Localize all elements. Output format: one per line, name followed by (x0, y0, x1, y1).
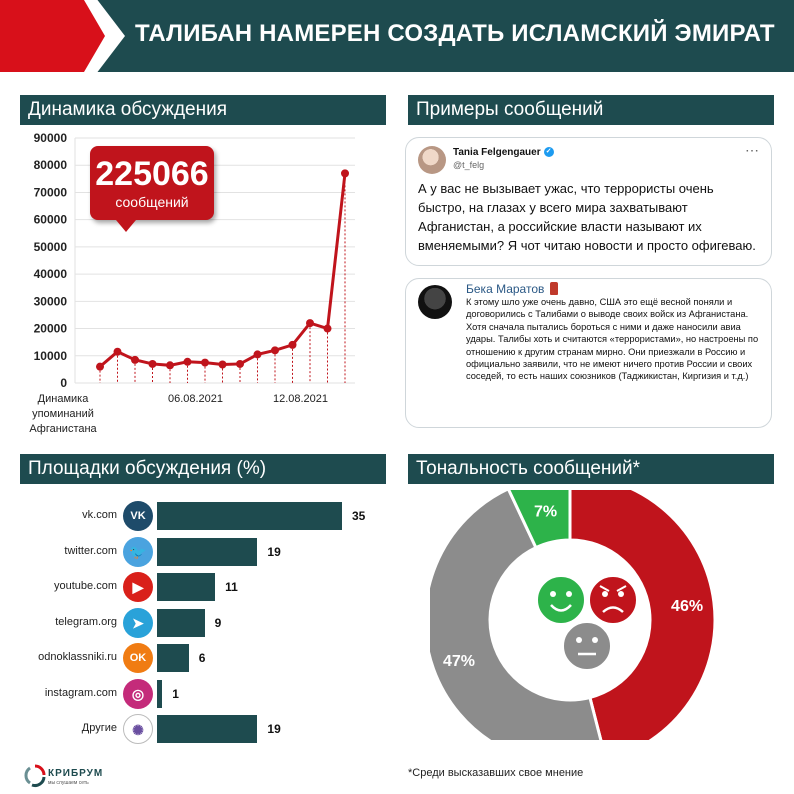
section-examples: Примеры сообщений (408, 95, 774, 125)
platform-row (0, 642, 400, 674)
header-red-chevron (0, 0, 105, 72)
section-dynamics: Динамика обсуждения (20, 95, 386, 125)
y-tick-label: 0 (60, 376, 67, 390)
vk-post-card[interactable] (405, 278, 772, 428)
platform-value: 11 (225, 580, 238, 594)
y-tick-label: 20000 (33, 321, 67, 336)
data-point (184, 358, 192, 366)
platform-value: 19 (267, 544, 281, 559)
twitter-icon: 🐦 (123, 537, 153, 567)
platform-row (0, 678, 400, 710)
data-point (201, 359, 209, 367)
data-point (289, 341, 297, 349)
data-point (271, 346, 279, 354)
footer-logo-subtitle: мы слушаем сеть (48, 780, 89, 786)
slice-label: 7% (534, 503, 558, 521)
x-tick-label: 06.08.2021 (167, 393, 224, 405)
telegram-icon: ➤ (123, 608, 153, 638)
youtube-icon: ▶ (123, 572, 153, 602)
platform-bar (157, 644, 189, 672)
platform-label: instagram.com (44, 686, 117, 699)
y-tick-label: 70000 (33, 185, 67, 200)
platform-bar (157, 502, 342, 530)
platform-row (0, 713, 400, 745)
platform-bar (157, 715, 257, 743)
vk-author-name: Бека Маратов (466, 282, 545, 296)
page-title: ТАЛИБАН НАМЕРЕН СОЗДАТЬ ИСЛАМСКИЙ ЭМИРАТ (135, 20, 775, 47)
slice-label: 47% (442, 652, 475, 670)
data-point (236, 360, 244, 368)
slice-label: 46% (671, 598, 704, 616)
platform-label: Другие (81, 722, 117, 734)
platform-bar (157, 609, 205, 637)
data-point (341, 169, 349, 177)
vk-author (466, 282, 558, 296)
data-point (166, 361, 174, 369)
odnoklassniki-icon: OK (123, 643, 153, 673)
platform-value: 35 (352, 509, 366, 523)
data-point (114, 348, 122, 356)
section-tonality: Тональность сообщений* (408, 454, 774, 484)
platform-value: 1 (172, 686, 179, 701)
platform-bar (157, 538, 257, 566)
platform-value: 6 (198, 651, 206, 665)
avatar (418, 285, 452, 319)
y-tick-label: 50000 (33, 239, 67, 254)
data-point (254, 350, 262, 358)
footer-logo-text: КРИБРУМ (48, 768, 104, 779)
neutral-face-icon (563, 622, 611, 670)
footnote: *Среди высказавших свое мнение (408, 767, 584, 779)
tweet-text: А у вас не вызывает ужас, что террористы очень быстро, на глазах у всего мира захватывают Афганистан, а российские власти называют их вменяемыми? Я чот читаю новости и просто офигеваю. (418, 181, 756, 253)
total-messages-badge (90, 146, 214, 220)
y-tick-label: 80000 (33, 158, 67, 173)
platform-label: twitter.com (64, 544, 117, 557)
y-tick-label: 90000 (33, 131, 67, 145)
y-tick-label: 30000 (33, 294, 67, 309)
vk-post-text: К этому шло уже очень давно, США это ещё весной поняли и договорились с Талибами о выводе своих войск из Афганистана. Хотя сначала пытались бороться с ними и даже наносили авиа удары. Талибы хоть и считаются «террористами», но настроены по отношению к другим странам мирно. Они приезжали в Россию и официально заявили, что не имеют ничего против России и своих соседей, то есть наших союзников (Таджикистан, Киргизия и т.д.) (466, 297, 759, 382)
series-label: Афганистана (29, 423, 97, 435)
section-platforms: Площадки обсуждения (%) (20, 454, 386, 484)
total-messages-value: 225066 (95, 155, 209, 193)
platform-value: 9 (214, 615, 222, 630)
tweet-handle: @t_felg (453, 160, 485, 170)
avatar (418, 146, 446, 174)
other-icon: ✺ (123, 714, 153, 744)
y-tick-label: 10000 (33, 348, 67, 363)
data-point (149, 360, 157, 368)
platform-bar (157, 573, 215, 601)
instagram-icon: ◎ (123, 679, 153, 709)
tweet-card[interactable] (405, 137, 772, 266)
platform-label: telegram.org (55, 615, 117, 628)
angry-face-icon (589, 576, 637, 624)
platform-row (0, 571, 400, 603)
platform-label: vk.com (82, 509, 117, 521)
platform-label: youtube.com (54, 580, 117, 592)
total-messages-label: сообщений (115, 194, 189, 210)
platform-value: 19 (267, 722, 281, 736)
platform-row (0, 500, 400, 532)
data-point (219, 360, 227, 368)
data-point (96, 363, 104, 371)
happy-face-icon (537, 576, 585, 624)
platform-label: odnoklassniki.ru (38, 651, 117, 663)
platform-bar (157, 680, 162, 708)
tweet-author-name: Tania Felgengauer (453, 147, 541, 158)
vk-icon: VK (123, 501, 153, 531)
y-tick-label: 60000 (33, 212, 67, 227)
tonality-donut (430, 490, 720, 740)
verified-icon: ✓ (544, 147, 554, 157)
emoji-icon (550, 282, 558, 295)
x-tick-label: 12.08.2021 (272, 393, 329, 405)
more-icon[interactable]: ⋯ (745, 142, 759, 158)
data-point (131, 356, 139, 364)
platform-row (0, 536, 400, 568)
data-point (306, 319, 314, 327)
series-label: Динамика (37, 393, 89, 405)
platform-row (0, 607, 400, 639)
series-label: упоминаний (32, 408, 94, 420)
y-tick-label: 40000 (33, 267, 67, 282)
kribrum-logo-icon (24, 764, 46, 788)
data-point (324, 325, 332, 333)
tweet-author (453, 147, 554, 158)
